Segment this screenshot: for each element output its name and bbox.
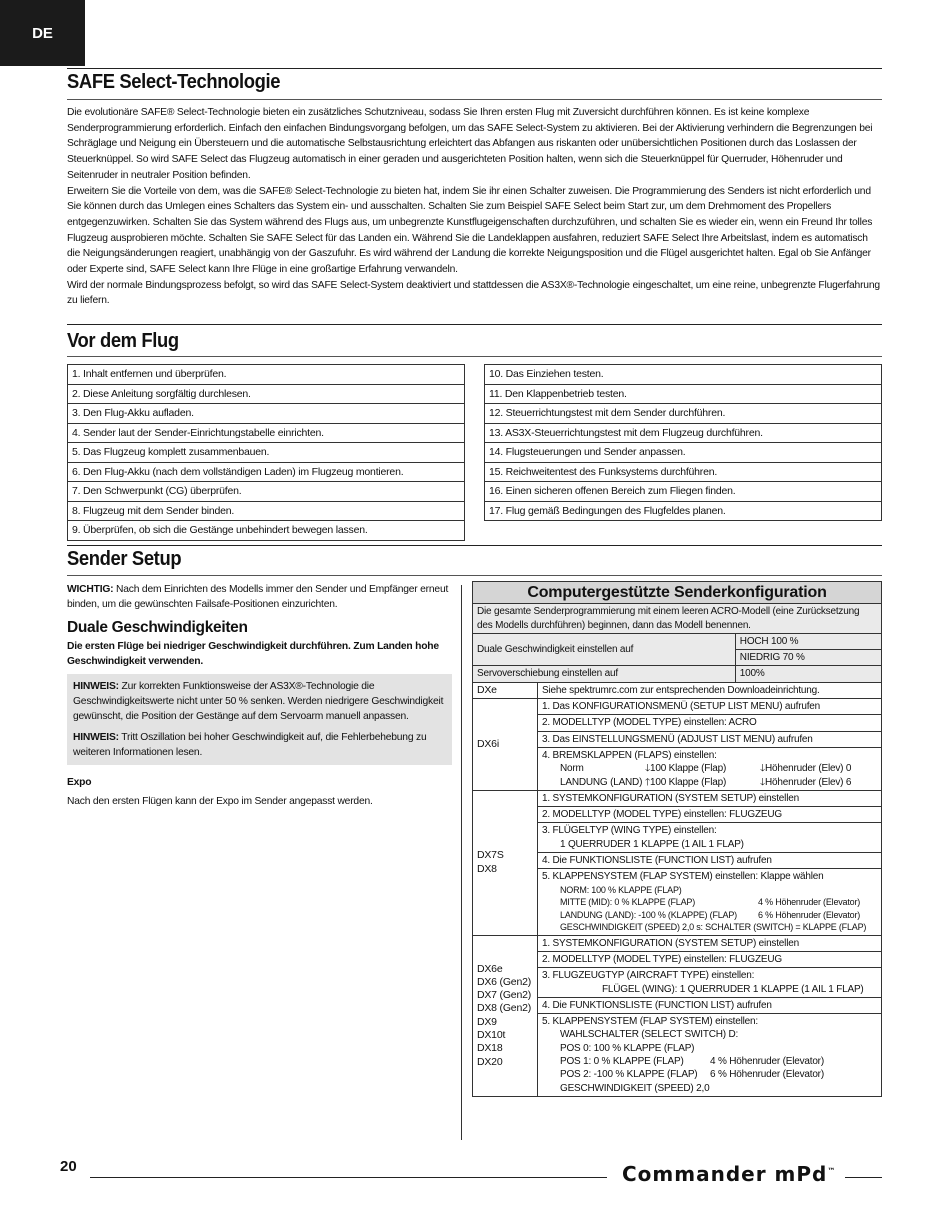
dxe-note: Siehe spektrumrc.com zur entsprechenden Downloadeinrichtung. xyxy=(538,682,882,698)
section-title-preflight: Vor dem Flug xyxy=(67,330,179,352)
dx7s-mid-elev: 4 % Höhenruder (Elevator) xyxy=(758,897,861,908)
model-name: DX10t xyxy=(477,1029,506,1042)
checklist-item: 1. Inhalt entfernen und überprüfen. xyxy=(68,365,465,385)
checklist-item: 2. Diese Anleitung sorgfältig durchlesen. xyxy=(68,384,465,404)
model-name: DX7S xyxy=(477,849,504,862)
section-title-transmitter-setup: Sender Setup xyxy=(67,548,182,570)
checklist-item: 14. Flugsteuerungen und Sender anpassen. xyxy=(485,443,882,463)
dx6i-flaps-step xyxy=(538,747,882,790)
dual-rates-heading: Duale Geschwindigkeiten xyxy=(67,619,248,636)
section-rule-bottom xyxy=(67,99,882,100)
servo-label: Servoverschiebung einstellen auf xyxy=(473,666,736,682)
norm-flap: 🡓100 Klappe (Flap) xyxy=(645,763,727,775)
dx7s-step: 1. SYSTEMKONFIGURATION (SYSTEM SETUP) einstellen xyxy=(538,790,882,806)
checklist-item: 15. Reichweitentest des Funksystems durchführen. xyxy=(485,462,882,482)
paragraph: Erweitern Sie die Vorteile von dem, was die SAFE® Select-Technologie zu bieten hat, indem Sie ihr einen Schalter zuweisen. Die Programmierung des Senders ist nicht erforderlich und Sie können durch das Umlegen eines Schalters das System ein- und ausschalten. Schalten Sie zum Beispiel SAFE Select beim Start zur, um dem Drehmoment des Propellers entgegenzuwirken. Schalten Sie das System während des Flugs aus, um unbegrenzte Kunstflugeigenschaften durchzuführen, und schalten Sie es wieder ein, wenn ein Freund Ihr tolles Flugzeug ausprobieren möchte. Schalten Sie SAFE Select für das Landen ein. Während Sie die Landeklappen ausfahren, reduziert SAFE Select Ihre Arbeitslast, indem es automatisch die Neigungsänderungen reagiert, unabhängig von der Gaszufuhr. Es wird während der Landung die korrekte Neigungsposition und die Flügel ausgerichtet halten. Egal ob Sie Anfänger oder Experte sind, SAFE Select kann Ihre Flüge in eine großartige Erfahrung verwandeln. xyxy=(67,185,873,276)
note-label: HINWEIS: xyxy=(73,681,119,692)
model-name: DX8 xyxy=(477,862,497,875)
dx6e-pos2-row xyxy=(542,1068,877,1081)
footer-rule xyxy=(845,1177,882,1178)
page-number: 20 xyxy=(60,1158,77,1175)
land-label: LANDUNG (LAND) xyxy=(560,776,643,788)
dx6e-wing-value: FLÜGEL (WING): 1 QUERRUDER 1 KLAPPE (1 AIL 1 FLAP) xyxy=(602,983,864,995)
dx7s-step: 3. FLÜGELTYP (WING TYPE) einstellen: xyxy=(542,825,717,837)
model-name: DX20 xyxy=(477,1055,503,1068)
dx7s-land: LANDUNG (LAND): -100 % (KLAPPE) (FLAP) xyxy=(560,909,737,920)
checklist-item: 6. Den Flug-Akku (nach dem vollständigen Laden) im Flugzeug montieren. xyxy=(68,462,465,482)
norm-elev: 🡓Höhenruder (Elev) 0 xyxy=(760,763,852,775)
section-rule-top xyxy=(67,324,882,325)
footer-rule xyxy=(90,1177,607,1178)
dx6e-step: 1. SYSTEMKONFIGURATION (SYSTEM SETUP) einstellen xyxy=(538,935,882,951)
checklist-item: 3. Den Flug-Akku aufladen. xyxy=(68,404,465,424)
model-dx6i: DX6i xyxy=(473,699,538,791)
dual-rates-text: Die ersten Flüge bei niedriger Geschwindigkeit durchführen. Zum Landen hohe Geschwindigkeit verwenden. xyxy=(67,641,439,667)
dx6e-pos1: POS 1: 0 % KLAPPE (FLAP) xyxy=(560,1056,684,1068)
safe-select-text xyxy=(67,105,882,309)
checklist-item: 17. Flug gemäß Bedingungen des Flugfeldes planen. xyxy=(485,501,882,521)
dx6e-step: 2. MODELLTYP (MODEL TYPE) einstellen: FLUGZEUG xyxy=(538,951,882,967)
arrow-up-icon: 🡑 xyxy=(645,776,650,788)
note-text: Zur korrekten Funktionsweise der AS3X®-Technologie die Geschwindigkeitswerte nicht unter 50 % senken. Werden niedrigere Geschwindigkeit gewünscht, die Position der Gestänge auf dem Servoarm manuell anpassen. xyxy=(73,681,444,722)
section-rule-top xyxy=(67,545,882,546)
section-rule-top xyxy=(67,68,882,69)
checklist-item: 8. Flugzeug mit dem Sender binden. xyxy=(68,501,465,521)
paragraph: Die evolutionäre SAFE® Select-Technologie bieten ein zusätzliches Schutzniveau, sodass Sie Ihren ersten Flug mit Zuversicht durchführen können. Es ist keine komplexe Senderprogrammierung erforderlich. Einfach den einfachen Bindungsvorgang befolgen, um das SAFE Select-System zu aktivieren. Bei der Aktivierung verhindern die Begrenzungen bei Schräglage und Neigung ein Übersteuern und die automatische Selbstausrichtung erleichtert das Abfangen aus riskanten oder unübersichtlichen Positionen durch das Loslassen der Steuerknüppel. So wird SAFE Select das Flugzeug automatisch in einer geraden und ausgerichteten Position halten, wenn sich die Steuerknüppel für Querruder, Höhenruder und Seitenruder in neutraler Position befinden. xyxy=(67,107,873,181)
trademark: ™ xyxy=(827,1166,837,1176)
model-name: DX9 xyxy=(477,1015,497,1028)
dx6e-pos2: POS 2: -100 % KLAPPE (FLAP) xyxy=(560,1069,698,1081)
dual-rate-label: Duale Geschwindigkeit einstellen auf xyxy=(473,633,736,666)
checklist-item: 16. Einen sicheren offenen Bereich zum Fliegen finden. xyxy=(485,482,882,502)
checklist-item: 10. Das Einziehen testen. xyxy=(485,365,882,385)
section-rule-bottom xyxy=(67,356,882,357)
dx7s-flap-step xyxy=(538,869,882,935)
dx6e-pos0: POS 0: 100 % KLAPPE (FLAP) xyxy=(560,1042,695,1054)
dx6e-pos2-elev: 6 % Höhenruder (Elevator) xyxy=(710,1069,824,1081)
dx6i-norm-row xyxy=(542,762,877,775)
language-tab: DE xyxy=(0,0,85,66)
transmitter-setup-text xyxy=(67,582,452,809)
note-2 xyxy=(73,730,446,760)
dx6e-step: 5. KLAPPENSYSTEM (FLAP SYSTEM) einstellen: xyxy=(542,1016,758,1028)
dx7s-step: 4. Die FUNKTIONSLISTE (FUNCTION LIST) aufrufen xyxy=(538,853,882,869)
note-1 xyxy=(73,679,446,724)
dual-rate-high: HOCH 100 % xyxy=(735,633,881,649)
dx6i-step: 3. Das EINSTELLUNGSMENÜ (ADJUST LIST MENU) aufrufen xyxy=(538,731,882,747)
model-name: DX7 (Gen2) xyxy=(477,989,532,1002)
servo-value: 100% xyxy=(735,666,881,682)
preflight-checklist-right xyxy=(484,364,882,521)
dx6e-pos1-elev: 4 % Höhenruder (Elevator) xyxy=(710,1056,824,1068)
checklist-item: 13. AS3X-Steuerrichtungstest mit dem Flugzeug durchführen. xyxy=(485,423,882,443)
dx6i-land-row xyxy=(542,776,877,789)
note-box xyxy=(67,674,452,765)
checklist-item: 5. Das Flugzeug komplett zusammenbauen. xyxy=(68,443,465,463)
norm-label: Norm xyxy=(560,763,584,775)
note-label: HINWEIS: xyxy=(73,732,119,743)
dx6e-flap-step xyxy=(538,1014,882,1097)
model-name: DX8 (Gen2) xyxy=(477,1002,532,1015)
model-name: DX6 (Gen2) xyxy=(477,975,532,988)
preflight-checklist-left xyxy=(67,364,465,541)
column-divider xyxy=(461,585,462,1140)
dx7s-speed: GESCHWINDIGKEIT (SPEED) 2,0 s: SCHALTER (SWITCH) = KLAPPE (FLAP) xyxy=(560,922,867,933)
checklist-item: 4. Sender laut der Sender-Einrichtungstabelle einrichten. xyxy=(68,423,465,443)
important-label: WICHTIG: xyxy=(67,584,114,595)
dx7s-land-row xyxy=(542,909,877,922)
land-elev: 🡓Höhenruder (Elev) 6 xyxy=(760,776,852,788)
dx6e-step: 3. FLUGZEUGTYP (AIRCRAFT TYPE) einstellen: xyxy=(542,970,755,982)
checklist-item: 9. Überprüfen, ob sich die Gestänge unbehindert bewegen lassen. xyxy=(68,521,465,541)
dx6i-step: 4. BREMSKLAPPEN (FLAPS) einstellen: xyxy=(542,749,717,761)
land-flap: 🡑100 Klappe (Flap) xyxy=(645,776,727,788)
dx7s-step: 2. MODELLTYP (MODEL TYPE) einstellen: FLUGZEUG xyxy=(538,807,882,823)
dx6e-pos1-row xyxy=(542,1055,877,1068)
arrow-down-icon: 🡓 xyxy=(760,776,765,788)
model-name: DX18 xyxy=(477,1042,503,1055)
section-rule-bottom xyxy=(67,575,882,576)
checklist-item: 7. Den Schwerpunkt (CG) überprüfen. xyxy=(68,482,465,502)
dx6i-step: 2. MODELLTYP (MODEL TYPE) einstellen: ACRO xyxy=(538,715,882,731)
dx6e-aircraft-step xyxy=(538,968,882,998)
note-text: Tritt Oszillation bei hoher Geschwindigkeit auf, die Fehlerbehebung zu weiteren Informationen lesen. xyxy=(73,732,427,758)
dual-rate-low: NIEDRIG 70 % xyxy=(735,650,881,666)
paragraph: Wird der normale Bindungsprozess befolgt, so wird das SAFE Select-System deaktiviert und stattdessen die AS3X®-Technologie eingeschaltet, um eine reine, unbegrenzte Flugerfahrung zu liefern. xyxy=(67,279,880,307)
checklist-item: 11. Den Klappenbetrieb testen. xyxy=(485,384,882,404)
expo-heading: Expo xyxy=(67,777,92,788)
important-note xyxy=(67,582,452,612)
dx6e-speed: GESCHWINDIGKEIT (SPEED) 2,0 xyxy=(560,1082,710,1094)
dx7s-mid-row xyxy=(542,896,877,909)
dx7s-mid: MITTE (MID): 0 % KLAPPE (FLAP) xyxy=(560,897,696,908)
expo-text: Nach den ersten Flügen kann der Expo im Sender angepasst werden. xyxy=(67,796,373,807)
model-dx6e-group xyxy=(473,935,538,1096)
dx7s-land-elev: 6 % Höhenruder (Elevator) xyxy=(758,909,861,920)
config-table xyxy=(472,581,882,1097)
model-name: DX6e xyxy=(477,962,503,975)
model-dxe: DXe xyxy=(473,682,538,698)
arrow-down-icon: 🡓 xyxy=(645,763,650,775)
dx7s-wing-value: 1 QUERRUDER 1 KLAPPE (1 AIL 1 FLAP) xyxy=(560,838,744,850)
checklist-item: 12. Steuerrichtungstest mit dem Sender durchführen. xyxy=(485,404,882,424)
dx6i-step: 1. Das KONFIGURATIONSMENÜ (SETUP LIST MENU) aufrufen xyxy=(538,699,882,715)
dx7s-norm: NORM: 100 % KLAPPE (FLAP) xyxy=(560,884,682,895)
brand-logo: Commander mPd™ xyxy=(622,1162,837,1186)
config-title: Computergestützte Senderkonfiguration xyxy=(473,582,882,604)
model-dx7s-dx8 xyxy=(473,790,538,935)
dx7s-wing-step xyxy=(538,823,882,853)
dx6e-step: 4. Die FUNKTIONSLISTE (FUNCTION LIST) aufrufen xyxy=(538,997,882,1013)
important-text: Nach dem Einrichten des Modells immer den Sender und Empfänger erneut binden, um die gewünschten Failsafe-Positionen einzurichten. xyxy=(67,584,449,610)
section-title-safe-select: SAFE Select-Technologie xyxy=(67,71,281,93)
arrow-down-icon: 🡓 xyxy=(760,763,765,775)
config-intro: Die gesamte Senderprogrammierung mit einem leeren ACRO-Modell (eine Zurücksetzung des Modells durchführen) beginnen, dann das Modell benennen. xyxy=(473,604,882,634)
dx6e-select-switch: WAHLSCHALTER (SELECT SWITCH) D: xyxy=(560,1029,739,1041)
dx7s-step: 5. KLAPPENSYSTEM (FLAP SYSTEM) einstellen: Klappe wählen xyxy=(542,871,824,883)
